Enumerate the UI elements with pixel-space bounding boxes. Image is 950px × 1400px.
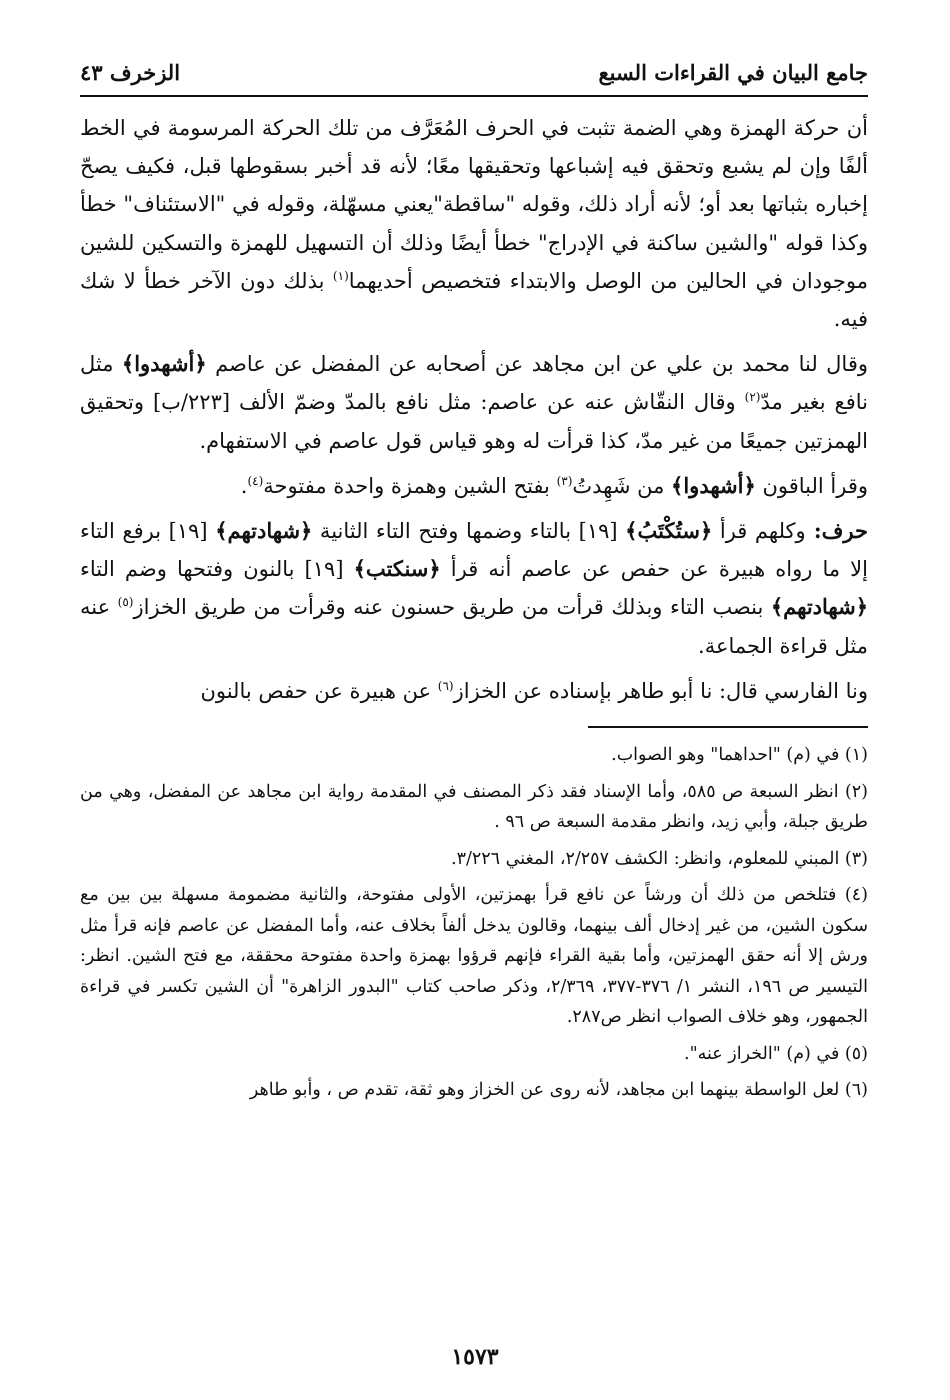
text-run: مثل نافع بغير مدّ — [80, 352, 869, 415]
surah-label: الزخرف ٤٣ — [80, 60, 181, 85]
footnote-ref[interactable]: (٦) — [437, 678, 454, 693]
text-run: وكلهم قرأ — [712, 519, 806, 544]
main-text — [80, 109, 868, 710]
text-run: [١٩] بالتاء وضمها وفتح التاء الثانية — [312, 519, 626, 544]
footnote-1: (١) في (م) "احداهما" وهو الصواب. — [611, 745, 868, 766]
text-run: بفتح الشين وهمزة واحدة مفتوحة — [263, 473, 557, 498]
quran-word: ﴿شهادتهم﴾ — [215, 518, 313, 544]
footnote-ref[interactable]: (٢) — [744, 390, 761, 405]
quran-word: ﴿ستُكْتَبُ﴾ — [625, 518, 713, 544]
text-run: [١٩] بالنون وفتحها وضم التاء — [80, 557, 354, 582]
harf-label: حرف: — [805, 518, 868, 544]
text-run: . — [240, 473, 248, 498]
text-run: بنصب التاء وبذلك قرأت من طريق حسنون عنه وقرأت من طريق الخزاز — [133, 595, 771, 620]
quran-word: ﴿سنكتب﴾ — [353, 556, 441, 582]
paragraph-1 — [80, 109, 868, 338]
quran-word: ﴿أشهدوا﴾ — [671, 472, 756, 498]
paragraph-2 — [80, 345, 868, 460]
footnote-5: (٥) في (م) "الخراز عنه". — [684, 1043, 868, 1064]
quran-word: ﴿أشهدوا﴾ — [121, 351, 207, 377]
footnote-ref[interactable]: (٣) — [556, 473, 573, 488]
text-run: عنه مثل قراءة الجماعة. — [80, 595, 868, 658]
running-header — [80, 60, 868, 97]
page-number: ١٥٧٣ — [451, 1344, 499, 1370]
text-run: بذلك دون الآخر خطأ لا شك فيه. — [80, 268, 868, 332]
footnote-2: (٢) انظر السبعة ص ٥٨٥، وأما الإسناد فقد ذكر المصنف في المقدمة رواية ابن مجاهد عن المفضل، وهي من طريق جبلة، وأبي زيد، وانظر مقدمة السبعة ص ٩٦ . — [80, 781, 868, 833]
text-run: وقرأ الباقون — [755, 473, 868, 498]
footnote-4: (٤) فتلخص من ذلك أن ورشاً عن نافع قرأ بهمزتين، الأولى مفتوحة، والثانية مضمومة مسهلة بين بين مع سكون الشين، من غير إدخال ألف بينهما، وقالون يدخل ألفاً بخلاف عنه، وأما المفضل عن عاصم فإنه قرأ مثل ورش إلا أنه حقق الهمزتين، وأما بقية القراء فإنهم قرؤوا بهمزة واحدة مفتوحة محققة، مع فتح الشين. انظر: التيسير ص ١٩٦، النشر ١/ ٣٧٦-٣٧٧، ٢/٣٦٩، وذكر صاحب كتاب "البدور الزاهرة" أن الشين تكسر في قراءة الجمهور، وهو خلاف الصواب انظر ص٢٨٧. — [80, 885, 868, 1028]
footnote-ref[interactable]: (٤) — [247, 473, 264, 488]
text-run: عن هبيرة عن حفص بالنون — [200, 678, 438, 703]
text-run: ونا الفارسي قال: نا أبو طاهر بإسناده عن الخزاز — [453, 678, 868, 703]
text-run: من شَهِدتُ — [572, 473, 672, 498]
quran-word: ﴿شهادتهم﴾ — [770, 594, 868, 620]
text-run: أن حركة الهمزة وهي الضمة تثبت في الحرف المُعَرَّف من تلك الحركة المرسومة في الخط ألفًا وإن لم يشبع وتحقق فيه إشباعها وتحقيقها معًا؛ لأنه قد أخبر بسقوطها قبل، فكيف يصحّ إخباره بثباتها بعد أو؛ لأنه أراد ذلك، وقوله "ساقطة"يعني مسهّلة، وقوله في "الاستئناف" خطأ وكذا قوله "والشين ساكنة في الإدراج" خطأ أيضًا وذلك أن التسهيل للهمزة والتسكين للشين موجودان في الحالين من الوصل والابتداء فتخصيص أحديهما — [80, 116, 868, 293]
footnote-ref[interactable]: (١) — [332, 268, 349, 283]
footnotes — [80, 740, 868, 1106]
paragraph-3 — [80, 467, 868, 505]
footnote-ref[interactable]: (٥) — [117, 595, 134, 610]
text-run: وقال لنا محمد بن علي عن ابن مجاهد عن أصحابه عن المفضل عن عاصم — [206, 352, 868, 377]
footnote-separator — [588, 726, 868, 728]
text-run: وقال النقّاش عنه عن عاصم: مثل نافع بالمدّ وضمّ الألف [٢٢٣/ب] وتحقيق الهمزتين جميعًا من غير مدّ، كذا قرأت له وهو قياس قول عاصم في الاستفهام. — [80, 390, 868, 453]
paragraph-4 — [80, 512, 868, 665]
paragraph-5 — [80, 672, 868, 710]
footnote-6: (٦) لعل الواسطة بينهما ابن مجاهد، لأنه روى عن الخزاز وهو ثقة، تقدم ص ، وأبو طاهر — [249, 1080, 868, 1101]
text-run: [١٩] برفع التاء إلا ما رواه هبيرة عن حفص عن عاصم أنه قرأ — [80, 519, 868, 582]
footnote-3: (٣) المبني للمعلوم، وانظر: الكشف ٢/٢٥٧، المغني ٣/٢٢٦. — [451, 848, 868, 869]
book-title: جامع البيان في القراءات السبع — [598, 60, 868, 85]
